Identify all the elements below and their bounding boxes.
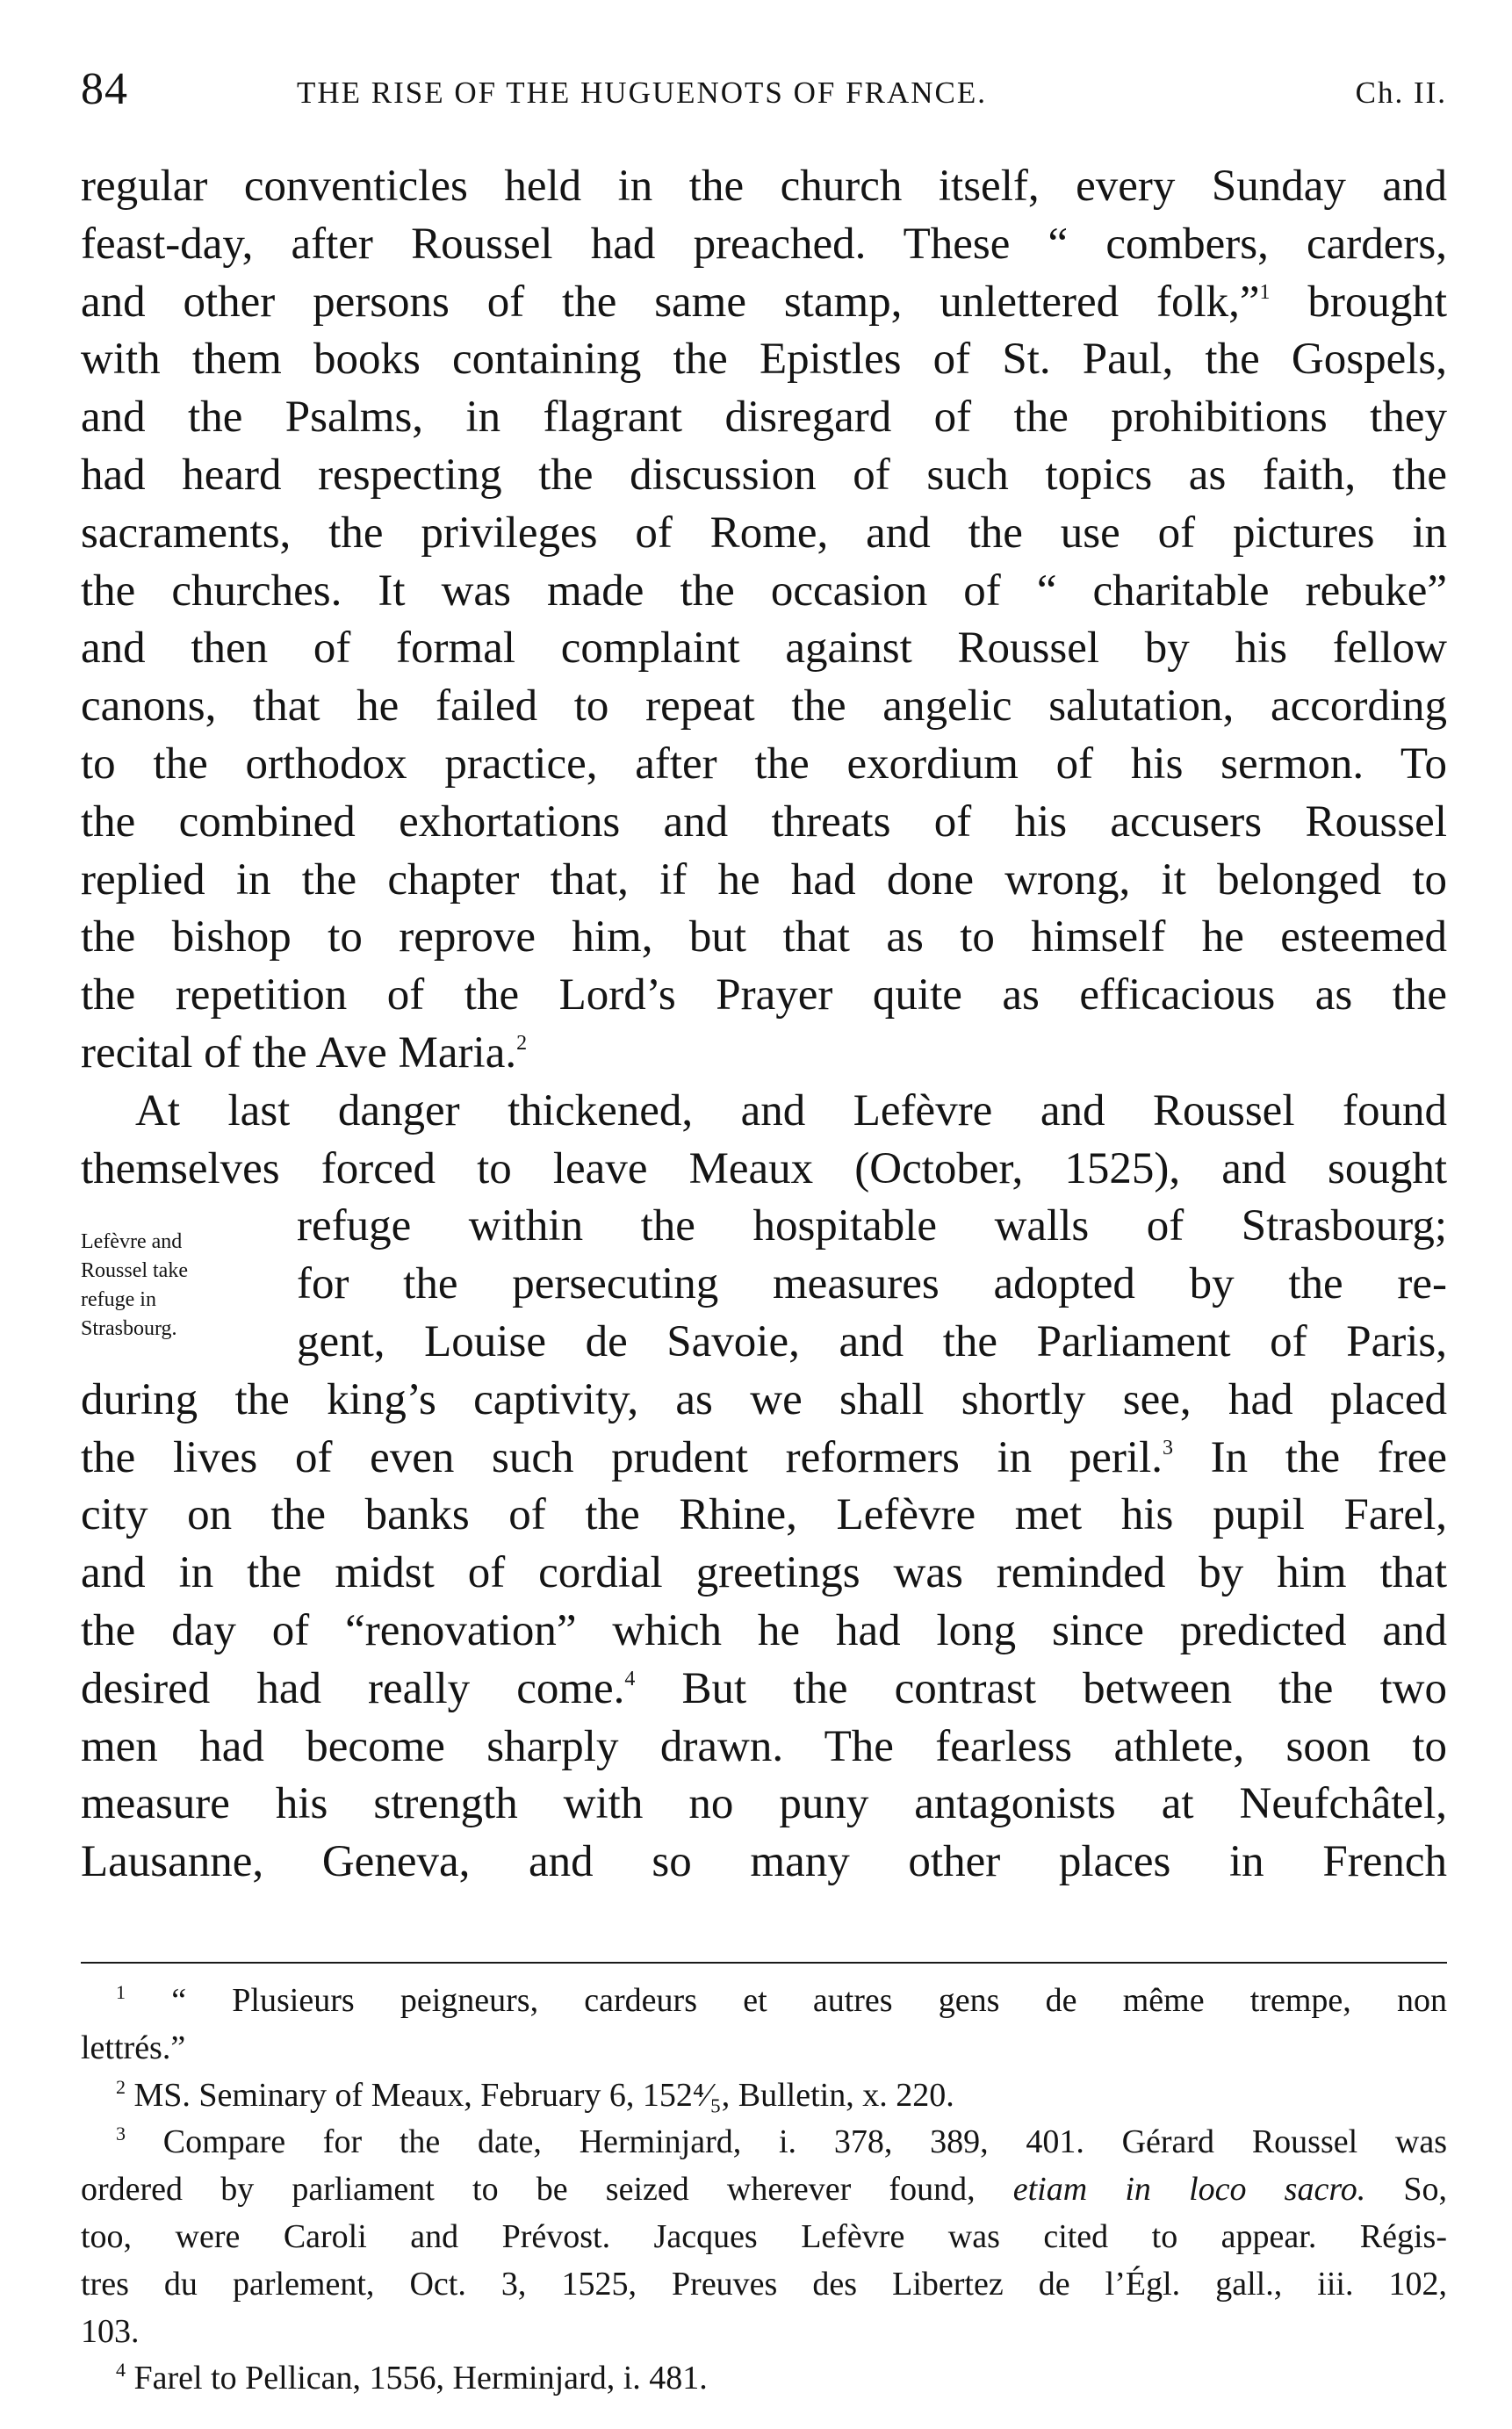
body-text xyxy=(81,158,1447,1892)
body-line: and then of formal complaint against Roussel by his fellow xyxy=(81,623,1447,674)
body-line: replied in the chapter that, if he had done wrong, it belonged to xyxy=(81,854,1447,905)
footnote-1-cont: lettrés.” xyxy=(81,2029,186,2066)
running-header xyxy=(81,63,1447,133)
body-line: and the Psalms, in flagrant disregard of the prohibitions they xyxy=(81,393,1447,443)
footnote-1: $^1$ “ Plusieurs peigneurs, cardeurs et autres gens de même trempe, non xyxy=(116,1981,1448,2019)
body-line: to the orthodox practice, after the exordium of his sermon. To xyxy=(81,739,1447,789)
body-line: themselves forced to leave Meaux (October, 1525), and sought xyxy=(81,1143,1447,1193)
margin-note-line: Strasbourg. xyxy=(81,1317,177,1340)
body-line: desired had really come.$^4$ But the contrast between the two xyxy=(81,1663,1448,1713)
body-line: recital of the Ave Maria.$^2$ xyxy=(81,1027,528,1078)
footnote-3-cont: 103. xyxy=(81,2312,140,2350)
body-line: canons, that he failed to repeat the angelic salutation, according xyxy=(81,681,1447,732)
body-line: sacraments, the privileges of Rome, and the use of pictures in xyxy=(81,508,1447,558)
footnote-ref: 1 xyxy=(1259,280,1271,304)
footnote-3-cont: too, were Caroli and Prévost. Jacques Lefèvre was cited to appear. Régis- xyxy=(81,2217,1447,2255)
body-line: for the persecuting measures adopted by the re- xyxy=(297,1259,1447,1309)
body-line: during the king’s captivity, as we shall shortly see, had placed xyxy=(81,1374,1447,1424)
body-line: At last danger thickened, and Lefèvre and Roussel found xyxy=(135,1085,1447,1135)
body-line: the day of “renovation” which he had long since predicted and xyxy=(81,1605,1447,1655)
body-line: with them books containing the Epistles of St. Paul, the Gospels, xyxy=(81,335,1447,385)
body-line: and other persons of the same stamp, unlettered folk,”$^1$ brought xyxy=(81,277,1447,327)
body-line: city on the banks of the Rhine, Lefèvre met his pupil Farel, xyxy=(81,1490,1447,1540)
margin-note-line: Roussel take xyxy=(81,1259,188,1282)
body-line: and in the midst of cordial greetings was reminded by him that xyxy=(81,1548,1447,1598)
footnote-ref: 2 xyxy=(516,1031,528,1055)
footnote-ref: 4 xyxy=(624,1667,636,1690)
footnote-3: $^3$ Compare for the date, Herminjard, i. 378, 389, 401. Gérard Roussel was xyxy=(116,2123,1448,2161)
body-line: regular conventicles held in the church itself, every Sunday and xyxy=(81,162,1447,211)
body-line: the bishop to reprove him, but that as to himself he esteemed xyxy=(81,912,1447,962)
footnote-3-cont: ordered by parliament to be seized wherever found, etiam in loco sacro. So, xyxy=(81,2171,1448,2209)
footnote-3-cont: tres du parlement, Oct. 3, 1525, Preuves des Libertez de l’Égl. gall., iii. 102, xyxy=(81,2265,1447,2303)
margin-note-line: Lefèvre and xyxy=(81,1230,183,1253)
body-line: Lausanne, Geneva, and so many other places in French xyxy=(81,1837,1447,1887)
body-line: feast-day, after Roussel had preached. These “ combers, carders, xyxy=(81,219,1447,269)
body-line: refuge within the hospitable walls of Strasbourg; xyxy=(297,1201,1447,1251)
footnote-divider xyxy=(81,1962,1447,1964)
body-line: the lives of even such prudent reformers in peril.$^3$ In the free xyxy=(81,1432,1447,1482)
margin-note xyxy=(81,1228,292,1344)
chapter-label: Ch. II. xyxy=(1355,76,1447,110)
body-line: men had become sharply drawn. The fearless athlete, soon to xyxy=(81,1721,1447,1771)
body-line: the repetition of the Lord’s Prayer quite as efficacious as the xyxy=(81,970,1447,1020)
page-number: 84 xyxy=(81,64,128,114)
footnote-ref: 3 xyxy=(1163,1436,1173,1460)
footnote-2: $^2$ MS. Seminary of Meaux, February 6, 152⁴⁄₅, Bulletin, x. 220. xyxy=(116,2075,954,2114)
footnote-4: $^4$ Farel to Pellican, 1556, Herminjard, i. 481. xyxy=(116,2359,708,2397)
body-line: the combined exhortations and threats of his accusers Roussel xyxy=(81,796,1447,847)
margin-note-line: refuge in xyxy=(81,1288,156,1311)
body-line: measure his strength with no puny antagonists at Neufchâtel, xyxy=(81,1779,1447,1829)
footnotes xyxy=(81,1978,1447,2403)
body-line: gent, Louise de Savoie, and the Parliament of Paris, xyxy=(297,1316,1447,1366)
running-title: THE RISE OF THE HUGUENOTS OF FRANCE. xyxy=(297,76,987,110)
body-line: the churches. It was made the occasion of “ charitable rebuke” xyxy=(81,566,1447,616)
body-line: had heard respecting the discussion of such topics as faith, the xyxy=(81,450,1447,500)
